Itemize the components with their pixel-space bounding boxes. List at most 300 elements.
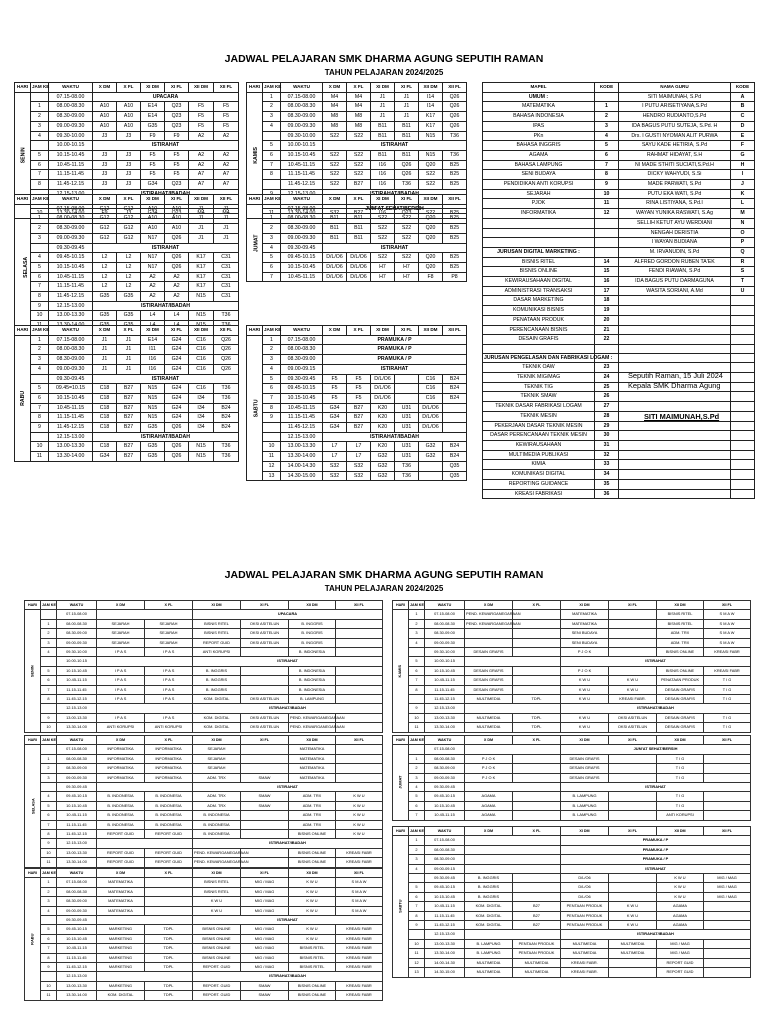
subject-cell: SEJARAH: [193, 764, 241, 773]
subject-cell: M4: [347, 102, 371, 112]
column-header: JAM KE: [263, 195, 281, 205]
kode-mapel-cell: 14: [595, 257, 619, 267]
subject-cell: A2: [214, 150, 239, 160]
table-row: [483, 344, 755, 353]
subject-cell: A2: [189, 150, 214, 160]
subject-cell: Q20: [419, 262, 443, 272]
subject-cell: D/L/O6: [419, 403, 443, 413]
waktu-cell: 09.30-09.45: [425, 783, 465, 792]
subject-cell: C16: [189, 384, 214, 394]
waktu-cell: 10.15-10.45: [425, 801, 465, 810]
table-row: [25, 839, 383, 848]
subject-cell: [704, 801, 751, 810]
waktu-cell: 14.30-15.00: [425, 968, 465, 977]
kode-mapel-cell: 25: [595, 382, 619, 392]
subject-cell: MARKETING: [97, 925, 145, 934]
table-row: [393, 811, 751, 820]
subject-cell: B25: [443, 253, 467, 263]
jam-ke-cell: 8: [263, 403, 281, 413]
subject-cell: T36: [214, 311, 239, 321]
waktu-cell: 10.15-10.45: [49, 150, 93, 160]
table-row: [393, 939, 751, 948]
subject-cell: KREASI FABR: [336, 953, 383, 962]
subject-cell: B11: [395, 121, 419, 131]
subject-cell: I16: [371, 160, 395, 170]
waktu-cell: 08.00-08.30: [281, 214, 323, 224]
table-row: [247, 262, 467, 272]
subject-cell: I P A S: [145, 676, 193, 685]
merged-cell: [465, 930, 561, 939]
subject-cell: J1: [93, 345, 117, 355]
jam-ke-cell: 11: [41, 858, 57, 867]
column-header: XII FL: [214, 195, 239, 205]
waktu-cell: 11.15-11.45: [57, 953, 97, 962]
waktu-cell: 14.30-15.00: [281, 471, 323, 481]
table-row: [247, 403, 467, 413]
merged-cell: JUM'AT SEHAT/BERSIH: [561, 745, 751, 754]
subject-cell: S22: [347, 150, 371, 160]
column-header: X FL: [347, 326, 371, 336]
jam-ke-cell: 6: [409, 892, 425, 901]
subject-cell: F9: [93, 209, 117, 219]
table-row: [15, 292, 239, 302]
table-row: [25, 629, 383, 638]
merged-cell: PRAMUKA / P: [561, 855, 751, 864]
subject-cell: MULTIMEDIA: [609, 939, 657, 948]
table-row: [247, 121, 467, 131]
subject-cell: M8: [347, 121, 371, 131]
subject-cell: MARKETING: [97, 934, 145, 943]
page-subtitle-bottom: TAHUN PELAJARAN 2024/2025: [324, 584, 444, 593]
column-header: HARI: [25, 869, 41, 878]
subject-cell: MATEMATIKA: [561, 610, 609, 619]
subject-cell: [704, 911, 751, 920]
merged-cell: ISTIRAHAT: [193, 657, 383, 666]
kode-guru-cell: [731, 382, 755, 392]
kode-mapel-cell: 8: [595, 170, 619, 180]
waktu-cell: 08.00-08.30: [57, 619, 97, 628]
subject-cell: REPORT. GUID: [193, 991, 241, 1000]
waktu-cell: 08.30-09.00: [425, 855, 465, 864]
schedule-selasa-bottom: [24, 735, 382, 868]
subject-cell: N17: [141, 262, 165, 272]
merged-cell: UPACARA: [193, 610, 383, 619]
subject-cell: MATEMATIKA: [289, 764, 336, 773]
subject-cell: ANTI KORUPSI: [97, 723, 145, 732]
subject-cell: B25: [443, 262, 467, 272]
subject-cell: DESAIN GRAFIS: [561, 773, 609, 782]
subject-cell: G24: [165, 384, 189, 394]
table-row: [483, 277, 755, 287]
kode-guru-cell: F: [731, 141, 755, 151]
jam-ke-cell: 7: [409, 676, 425, 685]
kode-guru-cell: [731, 431, 755, 441]
column-header: XI DM: [561, 736, 609, 745]
subject-cell: S32: [323, 209, 347, 219]
subject-cell: C16: [189, 364, 214, 374]
column-header: XI DM: [193, 869, 241, 878]
waktu-cell: 08.00-08.30: [281, 345, 323, 355]
table-row: [15, 112, 239, 122]
jam-ke-cell: 5: [41, 801, 57, 810]
subject-cell: PEND. KEWARGANEGARAAN: [289, 713, 336, 722]
subject-cell: [513, 892, 561, 901]
table-row: [25, 963, 383, 972]
waktu-cell: 13.30-14.00: [57, 723, 97, 732]
column-header: XII DM: [657, 736, 704, 745]
subject-cell: G34: [323, 423, 347, 433]
waktu-cell: 10.15-10.45: [281, 262, 323, 272]
subject-cell: B. LAMPUNG: [465, 939, 513, 948]
subject-cell: MULTIMEDIA: [465, 713, 513, 722]
subject-cell: [704, 773, 751, 782]
subject-cell: SMAW: [241, 773, 289, 782]
table-row: [15, 413, 239, 423]
subject-cell: TDPL: [145, 963, 193, 972]
subject-cell: [145, 906, 193, 915]
subject-cell: Q26: [165, 262, 189, 272]
subject-cell: Q26: [443, 112, 467, 122]
column-header: X FL: [117, 83, 141, 93]
column-header: X FL: [117, 195, 141, 205]
table-row: [15, 301, 239, 311]
column-header: X DM: [465, 827, 513, 836]
waktu-cell: 09.30-09.45: [57, 783, 97, 792]
subject-cell: BISNIS ONLINE: [289, 830, 336, 839]
schedule-rabu-top: [14, 325, 238, 462]
subject-cell: G12: [117, 214, 141, 224]
table-row: [393, 666, 751, 675]
subject-cell: B. INGGRIS: [193, 676, 241, 685]
subject-cell: C18: [93, 423, 117, 433]
subject-cell: SEJARAH: [145, 619, 193, 628]
waktu-cell: 13.00-13.30: [57, 981, 97, 990]
subject-cell: INFORMATIKA: [97, 764, 145, 773]
subject-cell: S22: [395, 233, 419, 243]
subject-cell: L7: [347, 452, 371, 462]
subject-cell: DESAIN GRAFIS: [561, 754, 609, 763]
subject-cell: [609, 610, 657, 619]
table-row: [483, 325, 755, 335]
subject-cell: J1: [214, 214, 239, 224]
subject-cell: L7: [323, 452, 347, 462]
subject-cell: J3: [93, 170, 117, 180]
subject-cell: Q20: [419, 253, 443, 263]
kode-guru-cell: [731, 296, 755, 306]
subject-cell: T I G: [657, 764, 704, 773]
subject-cell: KREASI FABR: [336, 981, 383, 990]
waktu-cell: 10.45-11.15: [57, 676, 97, 685]
schedule-selasa-top: [14, 194, 238, 331]
subject-cell: G24: [165, 364, 189, 374]
subject-cell: A7: [189, 170, 214, 180]
table-row: [15, 170, 239, 180]
column-header: JAM KE: [31, 83, 49, 93]
column-header: JAM KE: [409, 736, 425, 745]
subject-cell: C18: [93, 384, 117, 394]
jam-ke-cell: 6: [31, 393, 49, 403]
subject-cell: I16: [371, 180, 395, 190]
mapel-cell: TEKNIK OAW: [483, 363, 595, 373]
mapel-cell: KOMUNIKASI DIGITAL: [483, 470, 595, 480]
subject-cell: BISNIS ONLINE: [193, 934, 241, 943]
column-header: WAKTU: [57, 736, 97, 745]
subject-cell: I34: [189, 393, 214, 403]
subject-cell: [704, 792, 751, 801]
column-header: X FL: [513, 736, 561, 745]
jam-ke-cell: [31, 374, 49, 384]
subject-cell: AGAMA: [465, 811, 513, 820]
subject-cell: K20: [371, 403, 395, 413]
jam-ke-cell: 1: [263, 214, 281, 224]
subject-cell: [395, 393, 419, 403]
subject-cell: B. INDONESIA: [97, 811, 145, 820]
jam-ke-cell: 11: [409, 723, 425, 732]
day-label-text: SENIN: [29, 665, 35, 677]
waktu-cell: 11.45-12.15: [57, 695, 97, 704]
jam-ke-cell: 8: [41, 953, 57, 962]
waktu-cell: 10.00-10.15: [57, 657, 97, 666]
column-header: X FL: [513, 601, 561, 610]
subject-cell: Q23: [165, 121, 189, 131]
mapel-cell: PERENCANAAN BISNIS: [483, 325, 595, 335]
table-row: [247, 423, 467, 433]
subject-cell: G35: [93, 311, 117, 321]
schedule-kamis-bottom: [392, 600, 749, 733]
kode-guru-cell: [731, 479, 755, 489]
kode-guru-cell: S: [731, 267, 755, 277]
column-header: WAKTU: [425, 736, 465, 745]
subject-cell: F5: [347, 393, 371, 403]
column-header: WAKTU: [281, 83, 323, 93]
jam-ke-cell: 7: [409, 811, 425, 820]
merged-cell: [97, 839, 193, 848]
waktu-cell: 13.00-13.30: [281, 442, 323, 452]
subject-cell: J1: [117, 364, 141, 374]
table-row: [15, 384, 239, 394]
waktu-cell: 13.30-14.00: [425, 949, 465, 958]
table-row: [393, 874, 751, 883]
subject-cell: D/L/O6: [371, 384, 395, 394]
subject-cell: ADM. TRX: [289, 811, 336, 820]
table-row: [15, 374, 239, 384]
subject-cell: T36: [443, 131, 467, 141]
table-row: [483, 170, 755, 180]
subject-cell: A2: [165, 282, 189, 292]
subject-cell: KOM. DIGITAL: [465, 902, 513, 911]
subject-cell: G24: [165, 403, 189, 413]
subject-cell: [609, 754, 657, 763]
subject-cell: [704, 811, 751, 820]
subject-cell: B. INDONESIA: [289, 666, 336, 675]
subject-cell: SMAW: [241, 981, 289, 990]
subject-cell: S22: [371, 214, 395, 224]
subject-cell: G34: [323, 413, 347, 423]
subject-cell: C16: [419, 393, 443, 403]
merged-cell: ISTIRAHAT: [323, 141, 467, 151]
nama-guru-cell: SITI MAIMUNAH, S.Pd: [619, 92, 731, 102]
table-row: [483, 470, 755, 480]
table-row: [15, 311, 239, 321]
mapel-cell: REPORTING GUIDANCE: [483, 479, 595, 489]
subject-cell: G34: [141, 180, 165, 190]
subject-cell: F5: [165, 160, 189, 170]
subject-cell: B25: [443, 170, 467, 180]
waktu-cell: 13.30-14.00: [425, 723, 465, 732]
waktu-cell: 09.00-09.30: [49, 121, 93, 131]
subject-cell: TDPL: [145, 981, 193, 990]
subject-cell: B. LAMPUNG: [465, 949, 513, 958]
subject-cell: MATEMATIKA: [289, 754, 336, 763]
subject-cell: M4: [189, 209, 214, 219]
subject-cell: L2: [117, 272, 141, 282]
table-row: [483, 306, 755, 316]
subject-cell: T I G: [657, 754, 704, 763]
waktu-cell: 09.30-09.45: [281, 243, 323, 253]
merged-cell: ISTIRAHAT/IBADAH: [561, 704, 751, 713]
subject-cell: [513, 754, 561, 763]
subject-cell: S22: [395, 253, 419, 263]
table-row: [25, 934, 383, 943]
waktu-cell: 11.45-12.15: [281, 180, 323, 190]
subject-cell: KREASI FABR.: [609, 695, 657, 704]
waktu-cell: 09.45=10.15: [49, 384, 93, 394]
jam-ke-cell: 7: [41, 820, 57, 829]
nama-guru-cell: DICKY WAHYUDI, S.Si: [619, 170, 731, 180]
jam-ke-cell: 5: [263, 253, 281, 263]
kode-guru-cell: [731, 353, 755, 363]
jam-ke-cell: [409, 874, 425, 883]
subject-cell: I16: [371, 170, 395, 180]
table-row: [247, 471, 467, 481]
subject-cell: [704, 754, 751, 763]
subject-cell: [465, 629, 513, 638]
subject-cell: B. INDONESIA: [145, 820, 193, 829]
table-row: [247, 461, 467, 471]
subject-cell: B27: [347, 403, 371, 413]
jam-ke-cell: [41, 745, 57, 754]
subject-cell: B. INGGRIS: [193, 666, 241, 675]
subject-cell: [609, 629, 657, 638]
table-row: [25, 944, 383, 953]
subject-cell: F5: [347, 374, 371, 384]
subject-cell: M4: [323, 92, 347, 102]
table-row: [25, 830, 383, 839]
subject-cell: Q26: [443, 92, 467, 102]
subject-cell: A2: [141, 272, 165, 282]
day-label: [15, 335, 31, 461]
column-header: WAKTU: [281, 195, 323, 205]
column-header: WAKTU: [281, 326, 323, 336]
subject-cell: T36: [214, 393, 239, 403]
column-header: XII DM: [189, 195, 214, 205]
subject-cell: K W U: [561, 676, 609, 685]
subject-cell: SEJARAH: [145, 629, 193, 638]
jam-ke-cell: 2: [31, 224, 49, 234]
subject-cell: PENTAAN PRODUK: [561, 921, 609, 930]
nama-guru-cell: [619, 479, 731, 489]
table-row: [393, 638, 751, 647]
subject-cell: MARKETING: [97, 953, 145, 962]
jam-ke-cell: 2: [263, 224, 281, 234]
kode-mapel-cell: 32: [595, 450, 619, 460]
kode-guru-cell: E: [731, 131, 755, 141]
subject-cell: S22: [347, 160, 371, 170]
waktu-cell: 11.45-12.15: [49, 180, 93, 190]
subject-cell: OKSI ASITELUN: [241, 713, 289, 722]
subject-cell: B11: [347, 224, 371, 234]
mapel-cell: BISNIS ONLINE: [483, 267, 595, 277]
mapel-cell: PKn: [483, 131, 595, 141]
merged-cell: [465, 864, 561, 873]
jam-ke-cell: 1: [31, 335, 49, 345]
table-row: [15, 243, 239, 253]
column-header: HARI: [393, 601, 409, 610]
table-row: [483, 228, 755, 238]
table-row: [393, 783, 751, 792]
waktu-cell: 13.30-14.00: [49, 209, 93, 219]
subject-cell: U31: [395, 442, 419, 452]
table-row: [247, 243, 467, 253]
waktu-cell: 13.30-14.00: [281, 452, 323, 462]
subject-cell: A10: [93, 102, 117, 112]
table-row: [483, 286, 755, 296]
subject-cell: G24: [165, 393, 189, 403]
mapel-cell: MULTIMEDIA PUBLIKASI: [483, 450, 595, 460]
subject-cell: A2: [165, 292, 189, 302]
column-header: XI DM: [141, 195, 165, 205]
mapel-cell: SEJARAH: [483, 189, 595, 199]
table-row: [15, 403, 239, 413]
table-row: [393, 685, 751, 694]
subject-cell: SMAW: [241, 801, 289, 810]
subject-cell: DESAIN GRAFIS: [465, 666, 513, 675]
nama-guru-cell: [619, 489, 731, 499]
waktu-cell: 09.30-09.45: [49, 243, 93, 253]
mapel-cell: IPAS: [483, 121, 595, 131]
subject-cell: [465, 638, 513, 647]
waktu-cell: 10.00-10.15: [281, 141, 323, 151]
subject-cell: BISNIS RITEL: [657, 610, 704, 619]
schedule-sabtu-bottom: [392, 826, 749, 978]
merged-cell: PRAMUKA / P: [323, 335, 467, 345]
subject-cell: B. INDONESIA: [193, 820, 241, 829]
subject-cell: I P A S: [97, 676, 145, 685]
subject-cell: [513, 638, 561, 647]
subject-cell: Q20: [419, 160, 443, 170]
schedule-jumat-top: [246, 194, 466, 282]
subject-cell: F5: [141, 160, 165, 170]
table-row: [483, 267, 755, 277]
subject-cell: Q20: [419, 224, 443, 234]
subject-cell: SEJARAH: [193, 745, 241, 754]
subject-cell: H7: [371, 262, 395, 272]
column-header: X DM: [97, 736, 145, 745]
mapel-cell: BAHASA INDONESIA: [483, 112, 595, 122]
waktu-cell: 10.45-11.15: [425, 811, 465, 820]
table-row: [15, 355, 239, 365]
subject-cell: T36: [395, 180, 419, 190]
subject-cell: [145, 878, 193, 887]
subject-cell: T36: [214, 452, 239, 462]
jam-ke-cell: 6: [41, 676, 57, 685]
jam-ke-cell: 9: [409, 921, 425, 930]
table-row: [15, 432, 239, 442]
subject-cell: TDPL: [513, 695, 561, 704]
subject-cell: KOM. DIGITAL: [465, 911, 513, 920]
kode-mapel-cell: [595, 247, 619, 257]
jam-ke-cell: 5: [41, 666, 57, 675]
